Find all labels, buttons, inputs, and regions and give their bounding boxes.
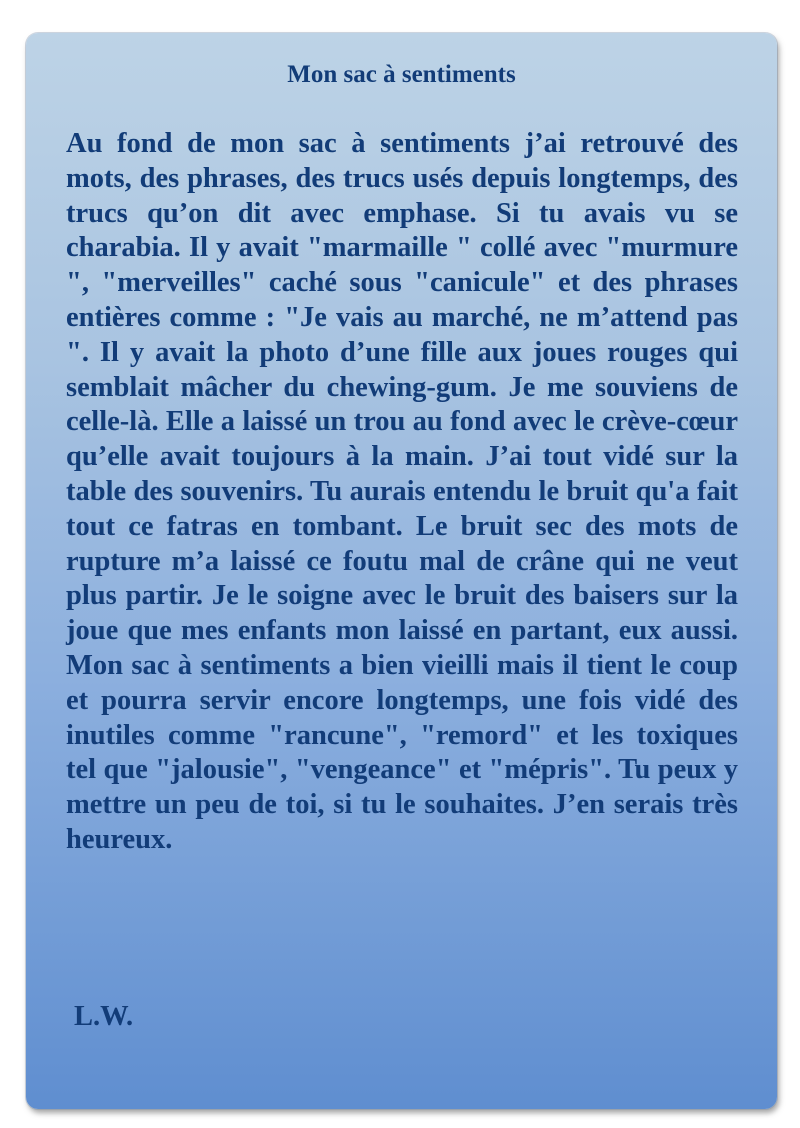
poem-body: Au fond de mon sac à sentiments j’ai retrouvé des mots, des phrases, des trucs usés depuis longtemps, des trucs qu’on dit avec emphase. Si tu avais vu se charabia. Il y avait "marmaille " collé avec "murmure ", "merveilles" caché sous "canicule" et des phrases entières comme : "Je vais au marché, ne m’attend pas ". Il y avait la photo d’une fille aux joues rouges qui semblait mâcher du chewing-gum. Je me souviens de celle-là. Elle a laissé un trou au fond avec le crève-cœur qu’elle avait toujours à la main. J’ai tout vidé sur la table des souvenirs. Tu aurais entendu le bruit qu'a fait tout ce fatras en tombant. Le bruit sec des mots de rupture m’a laissé ce foutu mal de crâne qui ne veut plus partir. Je le soigne avec le bruit des baisers sur la joue que mes enfants mon laissé en partant, eux aussi. Mon sac à sentiments a bien vieilli mais il tient le coup et pourra servir encore longtemps, une fois vidé des inutiles comme "rancune", "remord" et les toxiques tel que "jalousie", "vengeance" et "mépris". Tu peux y mettre un peu de toi, si tu le souhaites. J’en serais très heureux.: [66, 128, 738, 855]
poem-title: Mon sac à sentiments: [287, 61, 516, 88]
poem-card: [26, 33, 777, 1109]
signature: L.W.: [74, 1001, 134, 1032]
